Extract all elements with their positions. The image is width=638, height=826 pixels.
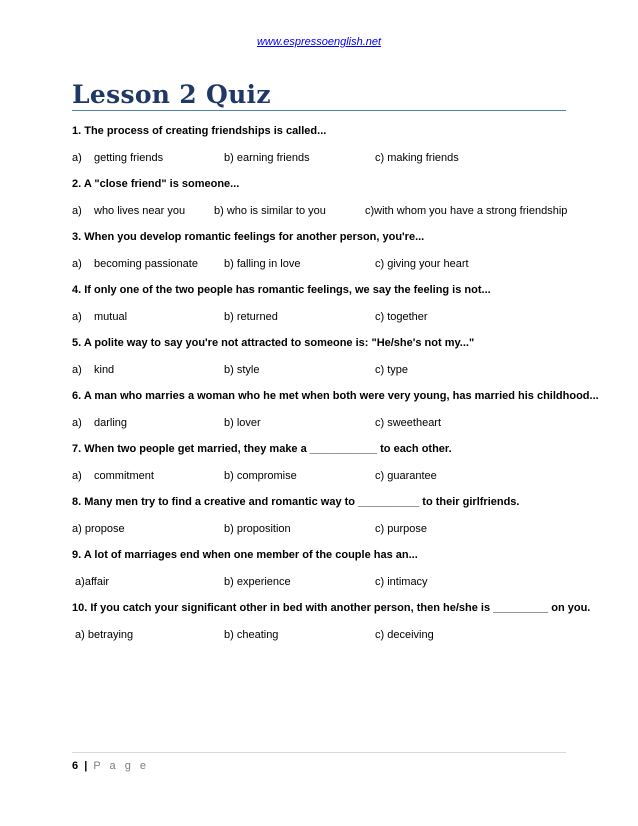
option-b: b) falling in love [224,257,301,270]
question-9: 9. A lot of marriages end when one member of the couple has an... [72,549,418,561]
title-underline [72,110,566,111]
question-2: 2. A "close friend" is someone... [72,178,240,190]
options-9 [72,573,572,591]
options-8 [72,520,572,538]
option-b: b) cheating [224,628,279,641]
option-c: c) guarantee [375,469,437,482]
option-letter: a) [72,469,82,482]
options-5 [72,361,572,379]
option-a [72,361,114,379]
option-c: c) intimacy [375,575,428,588]
option-a [72,255,198,273]
quiz-body [72,122,599,652]
option-b: b) earning friends [224,151,310,164]
question-4: 4. If only one of the two people has romantic feelings, we say the feeling is not... [72,284,491,296]
option-a-text: mutual [94,310,128,323]
option-a-text: getting friends [94,151,164,164]
options-2 [72,202,572,220]
option-c: c) together [375,310,428,323]
option-b: b) lover [224,416,261,429]
option-a [72,308,127,326]
option-a-text: commitment [94,469,154,482]
option-b: b) who is similar to you [214,204,326,217]
question-7: 7. When two people get married, they make a ___________ to each other. [72,443,452,455]
option-c: c)with whom you have a strong friendship [365,204,568,217]
page-title: Lesson 2 Quiz [72,80,271,109]
options-6 [72,414,572,432]
footer-separator: | [84,760,88,772]
option-a [72,202,185,220]
option-a-text: kind [94,363,115,376]
option-c: c) deceiving [375,628,434,641]
option-letter: a) [72,310,82,323]
option-c: c) type [375,363,409,376]
options-10 [72,626,572,644]
page-number: 6 [72,760,79,772]
page-label: P a g e [93,760,149,772]
option-a [72,414,127,432]
option-c: c) making friends [375,151,459,164]
option-a [72,467,154,485]
question-8: 8. Many men try to find a creative and romantic way to __________ to their girlfriends. [72,496,520,508]
option-b: b) returned [224,310,278,323]
question-3: 3. When you develop romantic feelings for another person, you're... [72,231,425,243]
options-7 [72,467,572,485]
website-link[interactable]: www.espressoenglish.net [256,36,382,48]
options-4 [72,308,572,326]
option-b: b) style [224,363,260,376]
option-letter: a) [72,257,82,270]
question-1: 1. The process of creating friendships is called... [72,125,327,137]
option-a: a) propose [72,522,125,535]
options-3 [72,255,572,273]
option-a-text: becoming passionate [94,257,198,270]
option-c: c) giving your heart [375,257,469,270]
page-footer [72,760,149,772]
option-a [72,149,163,167]
option-letter: a) [72,416,82,429]
question-5: 5. A polite way to say you're not attracted to someone is: "He/she's not my..." [72,337,475,349]
option-a-text: who lives near you [94,204,186,217]
option-a: a)affair [72,575,110,588]
option-letter: a) [72,363,82,376]
option-b: b) proposition [224,522,291,535]
option-b: b) experience [224,575,291,588]
option-letter: a) [72,204,82,217]
option-a: a) betraying [72,628,134,641]
option-c: c) sweetheart [375,416,442,429]
footer-divider [72,752,566,753]
option-b: b) compromise [224,469,297,482]
option-c: c) purpose [375,522,427,535]
question-10: 10. If you catch your significant other in bed with another person, then he/she is _________ on you. [72,602,591,614]
question-6: 6. A man who marries a woman who he met when both were very young, has married his childhood... [72,390,599,402]
option-a-text: darling [94,416,128,429]
options-1 [72,149,572,167]
option-letter: a) [72,151,82,164]
